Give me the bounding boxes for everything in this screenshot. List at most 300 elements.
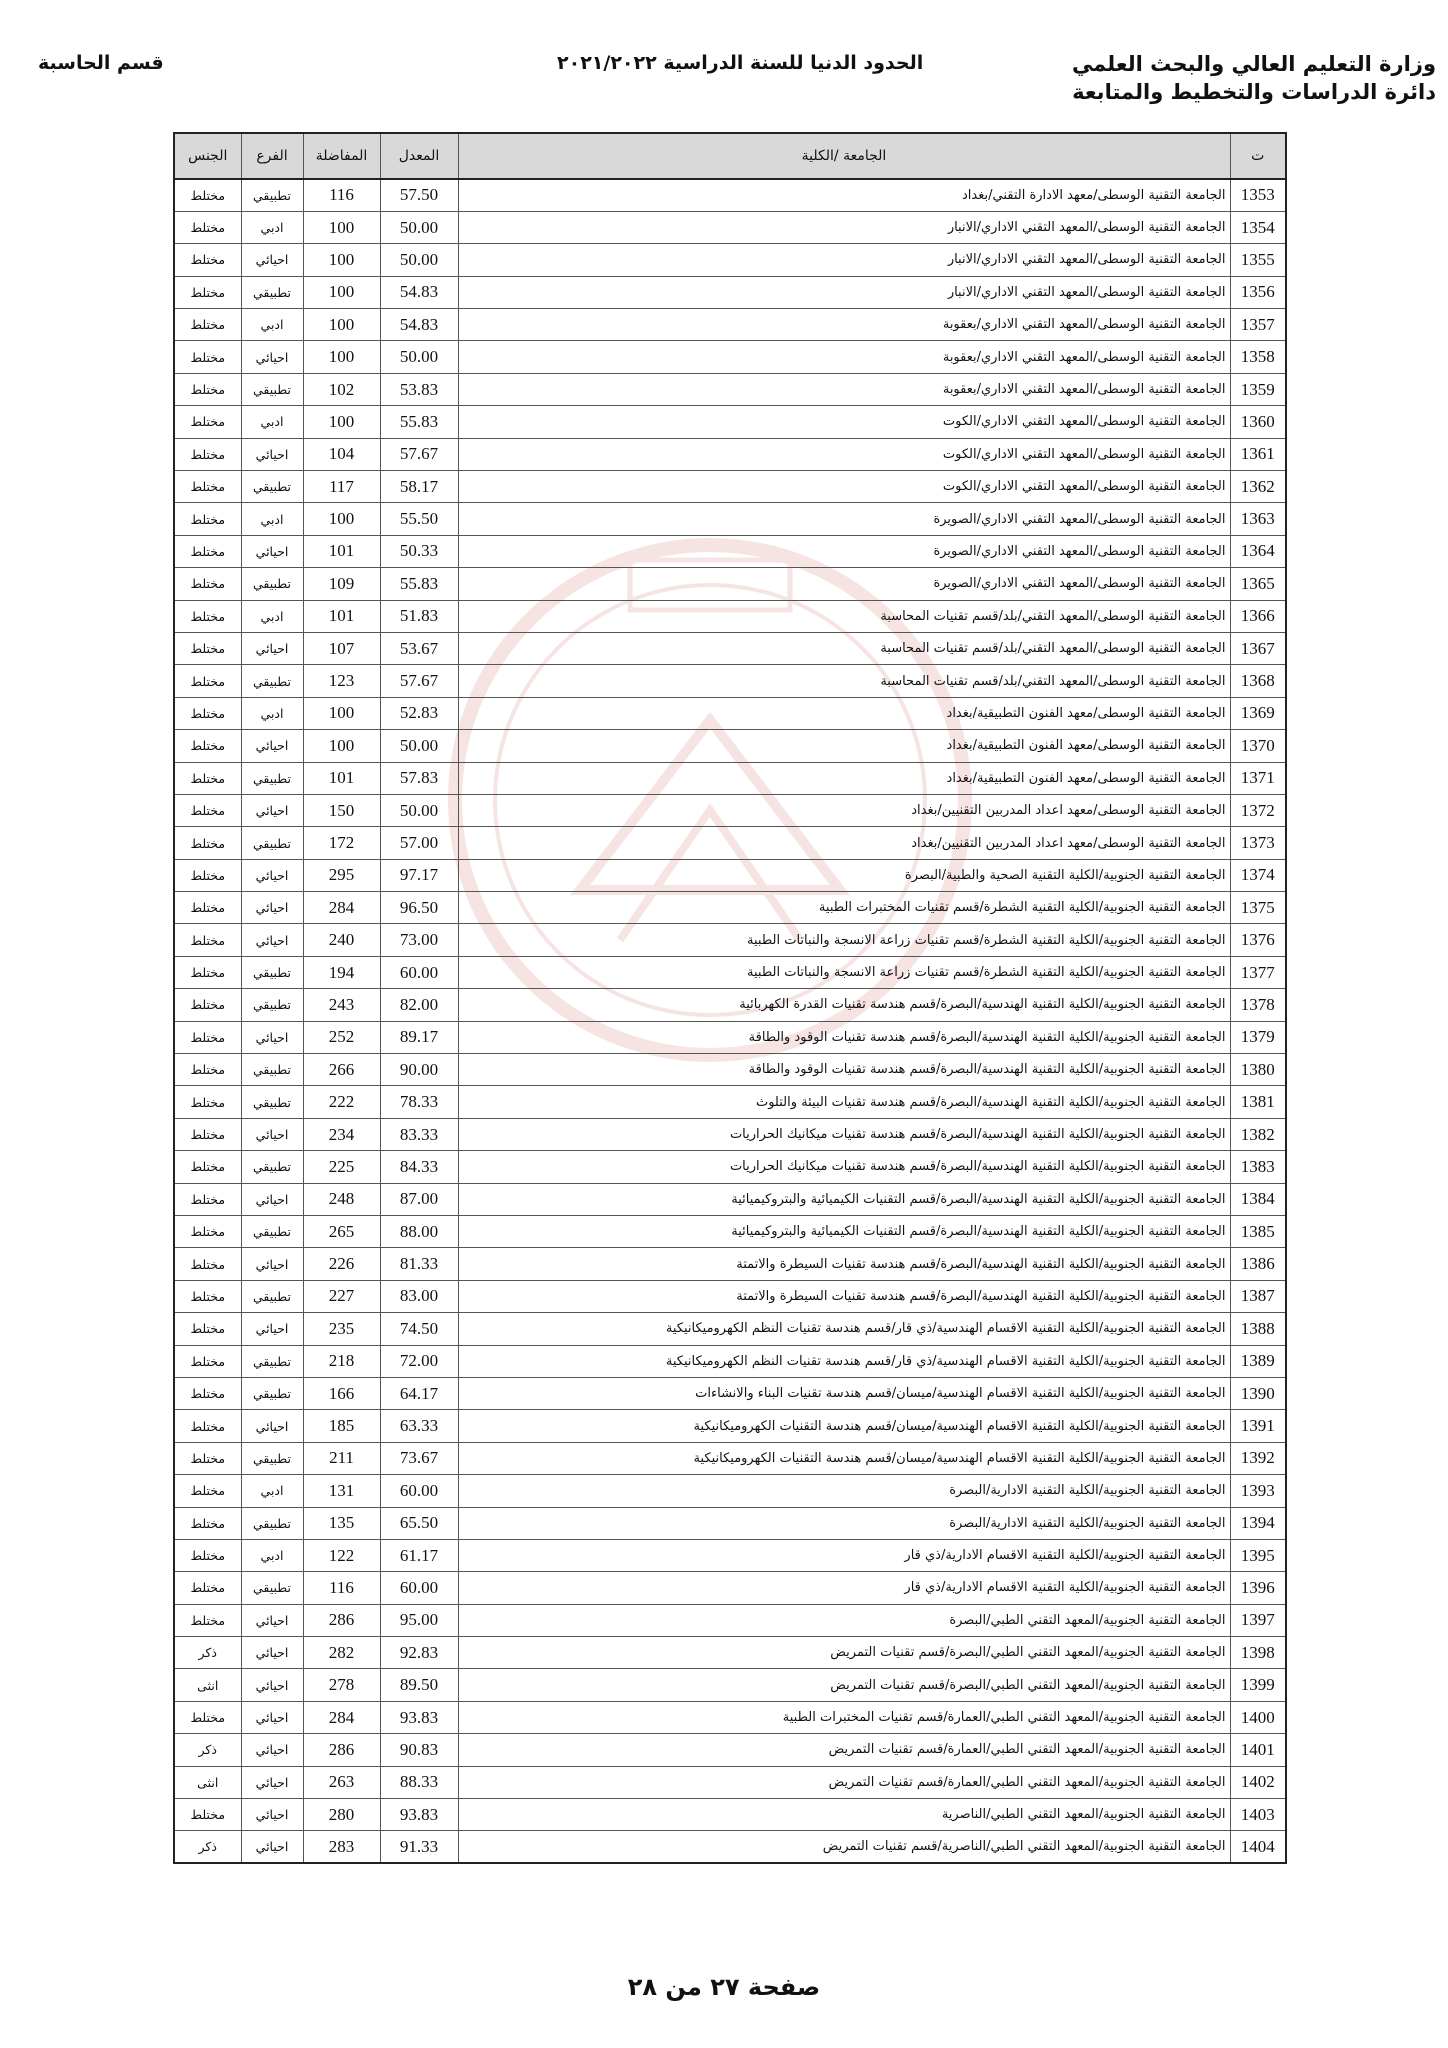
table-row	[174, 1637, 1286, 1669]
preference-score-cell: 116	[303, 179, 380, 211]
row-number-cell: 1389	[1230, 1345, 1286, 1377]
institution-name-cell: الجامعة التقنية الجنوبية/الكلية التقنية الهندسية/البصرة/قسم هندسة تقنيات السيطرة والاتمتة	[458, 1280, 1230, 1312]
row-number-cell: 1370	[1230, 730, 1286, 762]
table-row	[174, 373, 1286, 405]
table-row	[174, 956, 1286, 988]
table-row	[174, 471, 1286, 503]
row-number-cell: 1384	[1230, 1183, 1286, 1215]
institution-name-cell: الجامعة التقنية الوسطى/المعهد التقني الاداري/الانبار	[458, 211, 1230, 243]
average-score-cell: 55.83	[380, 568, 458, 600]
average-score-cell: 82.00	[380, 989, 458, 1021]
gender-cell: مختلط	[174, 1183, 241, 1215]
branch-cell: ادبي	[241, 406, 303, 438]
row-number-cell: 1402	[1230, 1766, 1286, 1798]
row-number-cell: 1386	[1230, 1248, 1286, 1280]
institution-name-cell: الجامعة التقنية الجنوبية/الكلية التقنية الهندسية/البصرة/قسم هندسة تقنيات الوقود والطاقة	[458, 1021, 1230, 1053]
institution-name-cell: الجامعة التقنية الوسطى/معهد الفنون التطبيقية/بغداد	[458, 730, 1230, 762]
table-row	[174, 276, 1286, 308]
gender-cell: مختلط	[174, 341, 241, 373]
table-row	[174, 1734, 1286, 1766]
row-number-cell: 1399	[1230, 1669, 1286, 1701]
gender-cell: مختلط	[174, 1021, 241, 1053]
average-score-cell: 57.67	[380, 438, 458, 470]
institution-name-cell: الجامعة التقنية الجنوبية/الكلية التقنية الشطرة/قسم تقنيات زراعة الانسجة والنباتات الطبية	[458, 924, 1230, 956]
branch-cell: تطبيقي	[241, 276, 303, 308]
column-header-no: ت	[1230, 133, 1286, 179]
branch-cell: تطبيقي	[241, 1345, 303, 1377]
branch-cell: تطبيقي	[241, 1151, 303, 1183]
gender-cell: مختلط	[174, 1118, 241, 1150]
document-title: الحدود الدنيا للسنة الدراسية ٢٠٢١/٢٠٢٢	[557, 52, 924, 74]
institution-name-cell: الجامعة التقنية الجنوبية/الكلية التقنية الهندسية/البصرة/قسم هندسة تقنيات ميكانيك الحراريات	[458, 1118, 1230, 1150]
row-number-cell: 1369	[1230, 697, 1286, 729]
institution-name-cell: الجامعة التقنية الوسطى/المعهد التقني الاداري/الانبار	[458, 244, 1230, 276]
row-number-cell: 1392	[1230, 1442, 1286, 1474]
preference-score-cell: 185	[303, 1410, 380, 1442]
branch-cell: ادبي	[241, 600, 303, 632]
average-score-cell: 61.17	[380, 1539, 458, 1571]
table-row	[174, 1248, 1286, 1280]
average-score-cell: 89.50	[380, 1669, 458, 1701]
preference-score-cell: 122	[303, 1539, 380, 1571]
preference-score-cell: 295	[303, 859, 380, 891]
preference-score-cell: 226	[303, 1248, 380, 1280]
institution-name-cell: الجامعة التقنية الوسطى/المعهد التقني الاداري/الصويرة	[458, 535, 1230, 567]
gender-cell: مختلط	[174, 600, 241, 632]
average-score-cell: 50.00	[380, 244, 458, 276]
average-score-cell: 84.33	[380, 1151, 458, 1183]
average-score-cell: 54.83	[380, 276, 458, 308]
institution-name-cell: الجامعة التقنية الوسطى/معهد الادارة التقني/بغداد	[458, 179, 1230, 211]
average-score-cell: 57.67	[380, 665, 458, 697]
gender-cell: مختلط	[174, 1377, 241, 1409]
table-row	[174, 892, 1286, 924]
row-number-cell: 1381	[1230, 1086, 1286, 1118]
table-row	[174, 600, 1286, 632]
gender-cell: مختلط	[174, 179, 241, 211]
table-row	[174, 438, 1286, 470]
row-number-cell: 1383	[1230, 1151, 1286, 1183]
table-row	[174, 1118, 1286, 1150]
row-number-cell: 1364	[1230, 535, 1286, 567]
average-score-cell: 52.83	[380, 697, 458, 729]
gender-cell: مختلط	[174, 730, 241, 762]
table-row	[174, 1442, 1286, 1474]
average-score-cell: 50.00	[380, 341, 458, 373]
institution-name-cell: الجامعة التقنية الجنوبية/المعهد التقني الطبي/الناصرية	[458, 1799, 1230, 1831]
branch-cell: احيائي	[241, 1410, 303, 1442]
average-score-cell: 55.83	[380, 406, 458, 438]
gender-cell: مختلط	[174, 244, 241, 276]
average-score-cell: 92.83	[380, 1637, 458, 1669]
preference-score-cell: 265	[303, 1216, 380, 1248]
row-number-cell: 1367	[1230, 632, 1286, 664]
row-number-cell: 1391	[1230, 1410, 1286, 1442]
average-score-cell: 88.00	[380, 1216, 458, 1248]
branch-cell: احيائي	[241, 438, 303, 470]
branch-cell: احيائي	[241, 892, 303, 924]
average-score-cell: 50.33	[380, 535, 458, 567]
preference-score-cell: 284	[303, 892, 380, 924]
preference-score-cell: 286	[303, 1604, 380, 1636]
table-row	[174, 1604, 1286, 1636]
column-header-pref: المفاضلة	[303, 133, 380, 179]
gender-cell: مختلط	[174, 535, 241, 567]
gender-cell: مختلط	[174, 1442, 241, 1474]
table-row	[174, 632, 1286, 664]
average-score-cell: 60.00	[380, 1475, 458, 1507]
gender-cell: مختلط	[174, 1280, 241, 1312]
branch-cell: احيائي	[241, 1021, 303, 1053]
table-row	[174, 859, 1286, 891]
row-number-cell: 1358	[1230, 341, 1286, 373]
institution-name-cell: الجامعة التقنية الوسطى/المعهد التقني الاداري/الكوت	[458, 438, 1230, 470]
institution-name-cell: الجامعة التقنية الجنوبية/الكلية التقنية الاقسام الهندسية/ميسان/قسم هندسة التقنيات الكهروميكانيكية	[458, 1410, 1230, 1442]
table-row	[174, 179, 1286, 211]
institution-name-cell: الجامعة التقنية الجنوبية/الكلية التقنية الادارية/البصرة	[458, 1507, 1230, 1539]
table-row	[174, 503, 1286, 535]
average-score-cell: 97.17	[380, 859, 458, 891]
average-score-cell: 89.17	[380, 1021, 458, 1053]
average-score-cell: 57.00	[380, 827, 458, 859]
branch-cell: احيائي	[241, 1637, 303, 1669]
gender-cell: انثى	[174, 1766, 241, 1798]
average-score-cell: 91.33	[380, 1831, 458, 1863]
table-row	[174, 1054, 1286, 1086]
table-row	[174, 1539, 1286, 1571]
table-row	[174, 1475, 1286, 1507]
preference-score-cell: 100	[303, 406, 380, 438]
gender-cell: مختلط	[174, 1313, 241, 1345]
institution-name-cell: الجامعة التقنية الجنوبية/الكلية التقنية الهندسية/البصرة/قسم التقنيات الكيميائية والبتروكيميائية	[458, 1183, 1230, 1215]
branch-cell: ادبي	[241, 503, 303, 535]
row-number-cell: 1398	[1230, 1637, 1286, 1669]
institution-name-cell: الجامعة التقنية الجنوبية/الكلية التقنية الادارية/البصرة	[458, 1475, 1230, 1507]
row-number-cell: 1395	[1230, 1539, 1286, 1571]
table-row	[174, 341, 1286, 373]
table-row	[174, 794, 1286, 826]
preference-score-cell: 218	[303, 1345, 380, 1377]
row-number-cell: 1379	[1230, 1021, 1286, 1053]
gender-cell: مختلط	[174, 632, 241, 664]
institution-name-cell: الجامعة التقنية الجنوبية/الكلية التقنية الهندسية/البصرة/قسم هندسة تقنيات البيئة والتلوث	[458, 1086, 1230, 1118]
row-number-cell: 1361	[1230, 438, 1286, 470]
institution-name-cell: الجامعة التقنية الجنوبية/الكلية التقنية الاقسام الهندسية/ميسان/قسم هندسة التقنيات الكهروميكانيكية	[458, 1442, 1230, 1474]
page-number: صفحة ٢٧ من ٢٨	[627, 1973, 821, 2001]
institution-name-cell: الجامعة التقنية الجنوبية/الكلية التقنية الاقسام الادارية/ذي قار	[458, 1539, 1230, 1571]
average-score-cell: 93.83	[380, 1701, 458, 1733]
row-number-cell: 1355	[1230, 244, 1286, 276]
table-header-row	[174, 133, 1286, 179]
row-number-cell: 1378	[1230, 989, 1286, 1021]
directorate-title: دائرة الدراسات والتخطيط والمتابعة	[1072, 80, 1436, 104]
row-number-cell: 1404	[1230, 1831, 1286, 1863]
gender-cell: مختلط	[174, 924, 241, 956]
institution-name-cell: الجامعة التقنية الوسطى/معهد اعداد المدربين التقنيين/بغداد	[458, 794, 1230, 826]
table-row	[174, 827, 1286, 859]
preference-score-cell: 234	[303, 1118, 380, 1150]
table-row	[174, 1313, 1286, 1345]
average-score-cell: 65.50	[380, 1507, 458, 1539]
row-number-cell: 1380	[1230, 1054, 1286, 1086]
branch-cell: احيائي	[241, 1831, 303, 1863]
branch-cell: تطبيقي	[241, 373, 303, 405]
branch-cell: تطبيقي	[241, 1377, 303, 1409]
institution-name-cell: الجامعة التقنية الجنوبية/الكلية التقنية الاقسام الادارية/ذي قار	[458, 1572, 1230, 1604]
preference-score-cell: 283	[303, 1831, 380, 1863]
row-number-cell: 1400	[1230, 1701, 1286, 1733]
institution-name-cell: الجامعة التقنية الجنوبية/الكلية التقنية الهندسية/البصرة/قسم هندسة تقنيات القدرة الكهربائية	[458, 989, 1230, 1021]
row-number-cell: 1382	[1230, 1118, 1286, 1150]
average-score-cell: 58.17	[380, 471, 458, 503]
branch-cell: تطبيقي	[241, 827, 303, 859]
gender-cell: مختلط	[174, 1604, 241, 1636]
average-score-cell: 51.83	[380, 600, 458, 632]
gender-cell: مختلط	[174, 1475, 241, 1507]
institution-name-cell: الجامعة التقنية الوسطى/المعهد التقني الاداري/الصويرة	[458, 503, 1230, 535]
table-row	[174, 568, 1286, 600]
row-number-cell: 1359	[1230, 373, 1286, 405]
institution-name-cell: الجامعة التقنية الجنوبية/المعهد التقني الطبي/العمارة/قسم تقنيات المختبرات الطبية	[458, 1701, 1230, 1733]
gender-cell: مختلط	[174, 1507, 241, 1539]
row-number-cell: 1356	[1230, 276, 1286, 308]
branch-cell: تطبيقي	[241, 665, 303, 697]
gender-cell: مختلط	[174, 956, 241, 988]
preference-score-cell: 240	[303, 924, 380, 956]
institution-name-cell: الجامعة التقنية الجنوبية/الكلية التقنية الاقسام الهندسية/ميسان/قسم هندسة تقنيات البناء والانشاءات	[458, 1377, 1230, 1409]
column-header-gender: الجنس	[174, 133, 241, 179]
institution-name-cell: الجامعة التقنية الجنوبية/الكلية التقنية الهندسية/البصرة/قسم هندسة تقنيات السيطرة والاتمتة	[458, 1248, 1230, 1280]
average-score-cell: 74.50	[380, 1313, 458, 1345]
preference-score-cell: 286	[303, 1734, 380, 1766]
preference-score-cell: 278	[303, 1669, 380, 1701]
row-number-cell: 1396	[1230, 1572, 1286, 1604]
average-score-cell: 50.00	[380, 211, 458, 243]
preference-score-cell: 172	[303, 827, 380, 859]
row-number-cell: 1390	[1230, 1377, 1286, 1409]
ministry-title: وزارة التعليم العالي والبحث العلمي	[1071, 52, 1436, 76]
table-row	[174, 1669, 1286, 1701]
row-number-cell: 1354	[1230, 211, 1286, 243]
table-row	[174, 989, 1286, 1021]
preference-score-cell: 227	[303, 1280, 380, 1312]
table-row	[174, 1086, 1286, 1118]
branch-cell: احيائي	[241, 1701, 303, 1733]
average-score-cell: 93.83	[380, 1799, 458, 1831]
institution-name-cell: الجامعة التقنية الوسطى/المعهد التقني/بلد/قسم تقنيات المحاسبة	[458, 665, 1230, 697]
branch-cell: احيائي	[241, 1799, 303, 1831]
institution-name-cell: الجامعة التقنية الجنوبية/الكلية التقنية الاقسام الهندسية/ذي قار/قسم هندسة تقنيات النظم الكهروميكانيكية	[458, 1345, 1230, 1377]
gender-cell: مختلط	[174, 1539, 241, 1571]
institution-name-cell: الجامعة التقنية الوسطى/معهد الفنون التطبيقية/بغداد	[458, 762, 1230, 794]
institution-name-cell: الجامعة التقنية الوسطى/المعهد التقني الاداري/بعقوبة	[458, 341, 1230, 373]
preference-score-cell: 166	[303, 1377, 380, 1409]
gender-cell: مختلط	[174, 665, 241, 697]
institution-name-cell: الجامعة التقنية الجنوبية/المعهد التقني الطبي/البصرة	[458, 1604, 1230, 1636]
branch-cell: تطبيقي	[241, 179, 303, 211]
average-score-cell: 60.00	[380, 1572, 458, 1604]
gender-cell: مختلط	[174, 697, 241, 729]
table-row	[174, 924, 1286, 956]
row-number-cell: 1377	[1230, 956, 1286, 988]
preference-score-cell: 101	[303, 535, 380, 567]
table-row	[174, 211, 1286, 243]
institution-name-cell: الجامعة التقنية الجنوبية/الكلية التقنية الهندسية/البصرة/قسم هندسة تقنيات الوقود والطاقة	[458, 1054, 1230, 1086]
institution-name-cell: الجامعة التقنية الوسطى/معهد الفنون التطبيقية/بغداد	[458, 697, 1230, 729]
gender-cell: مختلط	[174, 989, 241, 1021]
institution-name-cell: الجامعة التقنية الجنوبية/الكلية التقنية الهندسية/البصرة/قسم هندسة تقنيات ميكانيك الحراريات	[458, 1151, 1230, 1183]
gender-cell: مختلط	[174, 438, 241, 470]
preference-score-cell: 211	[303, 1442, 380, 1474]
preference-score-cell: 109	[303, 568, 380, 600]
institution-name-cell: الجامعة التقنية الجنوبية/المعهد التقني الطبي/البصرة/قسم تقنيات التمريض	[458, 1637, 1230, 1669]
row-number-cell: 1362	[1230, 471, 1286, 503]
average-score-cell: 73.67	[380, 1442, 458, 1474]
branch-cell: احيائي	[241, 1604, 303, 1636]
branch-cell: تطبيقي	[241, 568, 303, 600]
table-row	[174, 1377, 1286, 1409]
average-score-cell: 50.00	[380, 730, 458, 762]
gender-cell: مختلط	[174, 1248, 241, 1280]
average-score-cell: 83.33	[380, 1118, 458, 1150]
gender-cell: مختلط	[174, 471, 241, 503]
row-number-cell: 1397	[1230, 1604, 1286, 1636]
preference-score-cell: 117	[303, 471, 380, 503]
row-number-cell: 1353	[1230, 179, 1286, 211]
row-number-cell: 1388	[1230, 1313, 1286, 1345]
table-row	[174, 1766, 1286, 1798]
branch-cell: تطبيقي	[241, 989, 303, 1021]
preference-score-cell: 102	[303, 373, 380, 405]
average-score-cell: 83.00	[380, 1280, 458, 1312]
row-number-cell: 1385	[1230, 1216, 1286, 1248]
table-row	[174, 309, 1286, 341]
gender-cell: مختلط	[174, 892, 241, 924]
branch-cell: احيائي	[241, 1669, 303, 1701]
table-row	[174, 1410, 1286, 1442]
table-row	[174, 244, 1286, 276]
gender-cell: مختلط	[174, 276, 241, 308]
branch-cell: احيائي	[241, 1734, 303, 1766]
branch-cell: تطبيقي	[241, 1442, 303, 1474]
branch-cell: احيائي	[241, 1248, 303, 1280]
table-row	[174, 1572, 1286, 1604]
table-row	[174, 1799, 1286, 1831]
gender-cell: مختلط	[174, 309, 241, 341]
gender-cell: مختلط	[174, 859, 241, 891]
gender-cell: مختلط	[174, 1151, 241, 1183]
average-score-cell: 72.00	[380, 1345, 458, 1377]
preference-score-cell: 100	[303, 697, 380, 729]
gender-cell: مختلط	[174, 568, 241, 600]
preference-score-cell: 135	[303, 1507, 380, 1539]
branch-cell: احيائي	[241, 244, 303, 276]
institution-name-cell: الجامعة التقنية الجنوبية/الكلية التقنية الصحية والطبية/البصرة	[458, 859, 1230, 891]
gender-cell: ذكر	[174, 1831, 241, 1863]
average-score-cell: 90.00	[380, 1054, 458, 1086]
preference-score-cell: 194	[303, 956, 380, 988]
preference-score-cell: 222	[303, 1086, 380, 1118]
gender-cell: مختلط	[174, 1086, 241, 1118]
preference-score-cell: 235	[303, 1313, 380, 1345]
row-number-cell: 1372	[1230, 794, 1286, 826]
preference-score-cell: 248	[303, 1183, 380, 1215]
average-score-cell: 53.83	[380, 373, 458, 405]
average-score-cell: 96.50	[380, 892, 458, 924]
institution-name-cell: الجامعة التقنية الوسطى/المعهد التقني الاداري/الانبار	[458, 276, 1230, 308]
table-row	[174, 1345, 1286, 1377]
average-score-cell: 81.33	[380, 1248, 458, 1280]
gender-cell: مختلط	[174, 1572, 241, 1604]
table-row	[174, 1831, 1286, 1863]
branch-cell: ادبي	[241, 1539, 303, 1571]
preference-score-cell: 100	[303, 211, 380, 243]
branch-cell: احيائي	[241, 1766, 303, 1798]
gender-cell: مختلط	[174, 1701, 241, 1733]
branch-cell: احيائي	[241, 535, 303, 567]
row-number-cell: 1387	[1230, 1280, 1286, 1312]
row-number-cell: 1366	[1230, 600, 1286, 632]
average-score-cell: 78.33	[380, 1086, 458, 1118]
institution-name-cell: الجامعة التقنية الجنوبية/المعهد التقني الطبي/الناصرية/قسم تقنيات التمريض	[458, 1831, 1230, 1863]
average-score-cell: 57.83	[380, 762, 458, 794]
branch-cell: ادبي	[241, 1475, 303, 1507]
preference-score-cell: 282	[303, 1637, 380, 1669]
column-header-name: الجامعة /الكلية	[458, 133, 1230, 179]
column-header-branch: الفرع	[241, 133, 303, 179]
institution-name-cell: الجامعة التقنية الوسطى/المعهد التقني/بلد/قسم تقنيات المحاسبة	[458, 600, 1230, 632]
institution-name-cell: الجامعة التقنية الجنوبية/المعهد التقني الطبي/البصرة/قسم تقنيات التمريض	[458, 1669, 1230, 1701]
department-label: قسم الحاسبة	[38, 52, 164, 74]
preference-score-cell: 100	[303, 276, 380, 308]
table-row	[174, 1701, 1286, 1733]
average-score-cell: 95.00	[380, 1604, 458, 1636]
average-score-cell: 54.83	[380, 309, 458, 341]
preference-score-cell: 100	[303, 244, 380, 276]
preference-score-cell: 100	[303, 730, 380, 762]
gender-cell: مختلط	[174, 211, 241, 243]
branch-cell: تطبيقي	[241, 956, 303, 988]
row-number-cell: 1371	[1230, 762, 1286, 794]
average-score-cell: 87.00	[380, 1183, 458, 1215]
row-number-cell: 1365	[1230, 568, 1286, 600]
average-score-cell: 55.50	[380, 503, 458, 535]
branch-cell: احيائي	[241, 794, 303, 826]
table-row	[174, 730, 1286, 762]
preference-score-cell: 131	[303, 1475, 380, 1507]
preference-score-cell: 243	[303, 989, 380, 1021]
preference-score-cell: 104	[303, 438, 380, 470]
gender-cell: ذكر	[174, 1734, 241, 1766]
gender-cell: مختلط	[174, 827, 241, 859]
branch-cell: تطبيقي	[241, 1507, 303, 1539]
preference-score-cell: 123	[303, 665, 380, 697]
row-number-cell: 1401	[1230, 1734, 1286, 1766]
gender-cell: مختلط	[174, 1799, 241, 1831]
column-header-avg: المعدل	[380, 133, 458, 179]
gender-cell: مختلط	[174, 503, 241, 535]
table-row	[174, 1280, 1286, 1312]
institution-name-cell: الجامعة التقنية الجنوبية/الكلية التقنية الشطرة/قسم تقنيات المختبرات الطبية	[458, 892, 1230, 924]
branch-cell: تطبيقي	[241, 1216, 303, 1248]
average-score-cell: 73.00	[380, 924, 458, 956]
institution-name-cell: الجامعة التقنية الوسطى/المعهد التقني الاداري/بعقوبة	[458, 373, 1230, 405]
branch-cell: احيائي	[241, 1118, 303, 1150]
table-row	[174, 665, 1286, 697]
institution-name-cell: الجامعة التقنية الوسطى/المعهد التقني/بلد/قسم تقنيات المحاسبة	[458, 632, 1230, 664]
institution-name-cell: الجامعة التقنية الجنوبية/الكلية التقنية الاقسام الهندسية/ذي قار/قسم هندسة تقنيات النظم الكهروميكانيكية	[458, 1313, 1230, 1345]
row-number-cell: 1403	[1230, 1799, 1286, 1831]
